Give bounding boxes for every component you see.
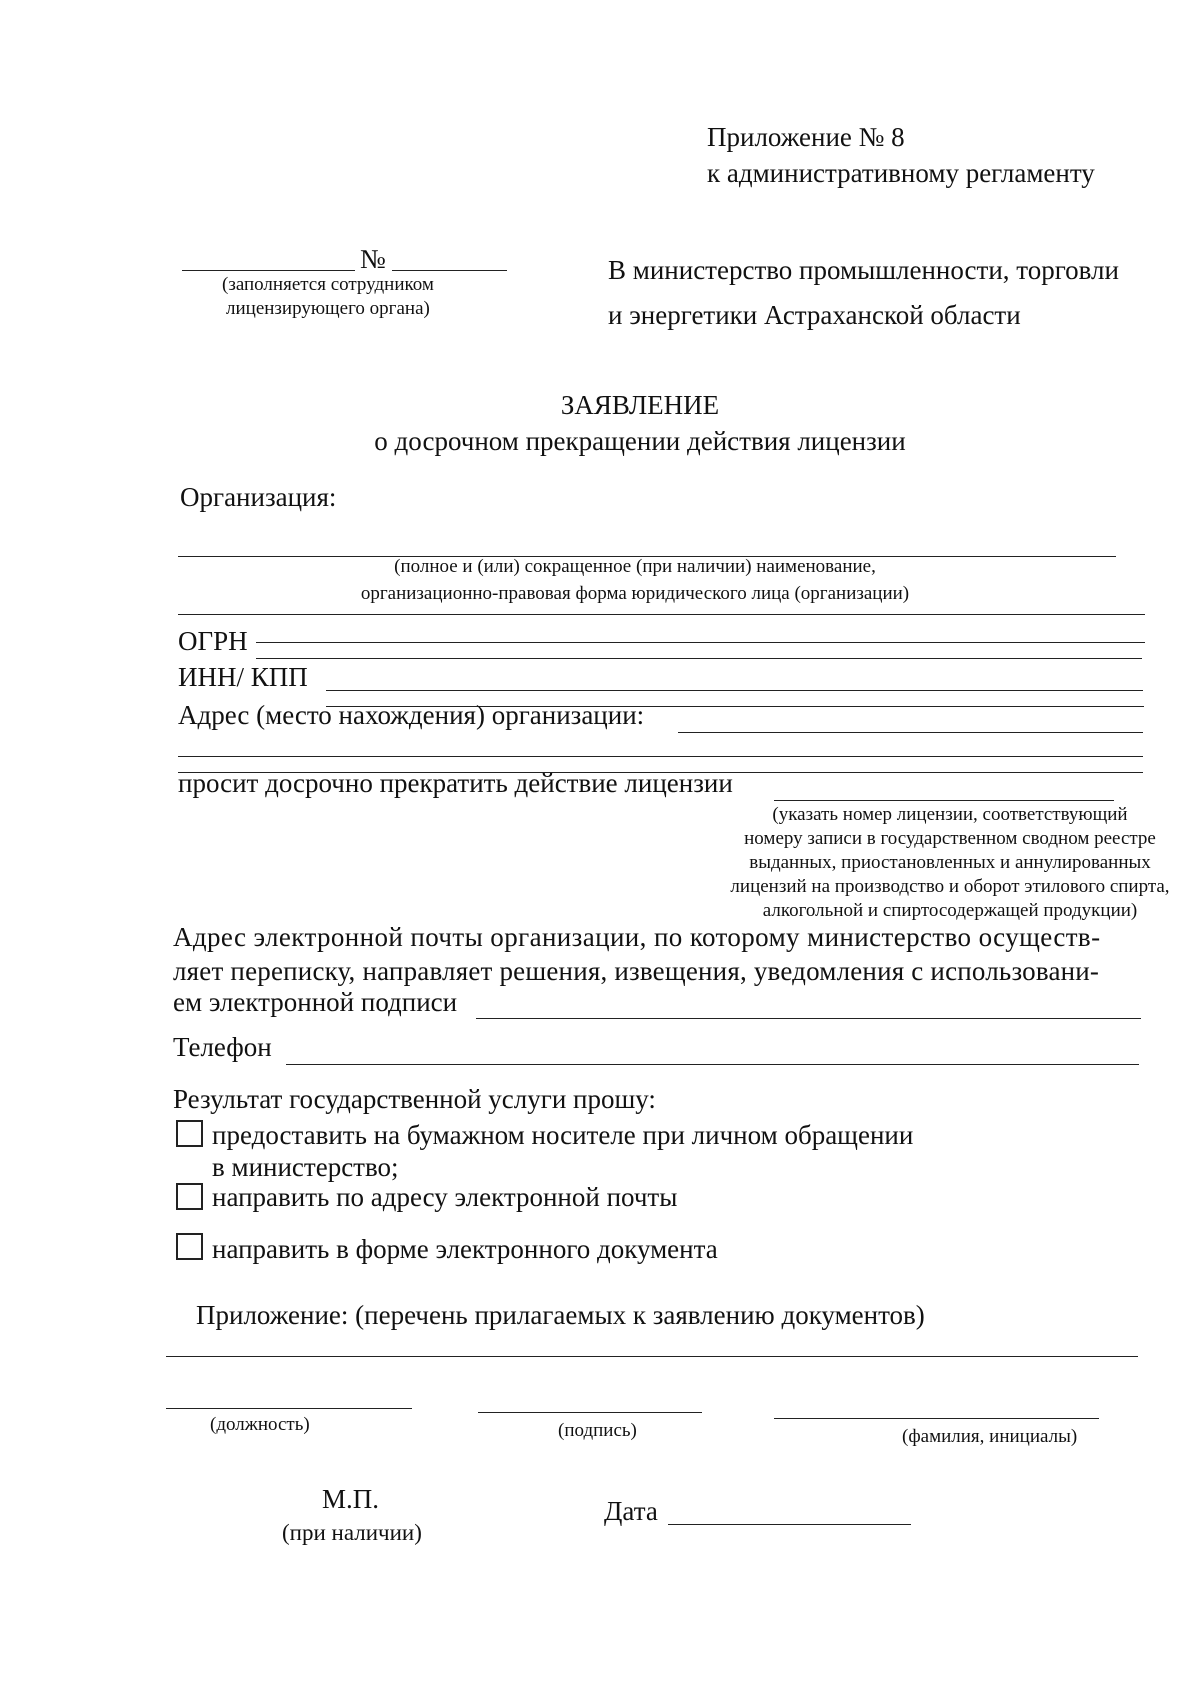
position-line[interactable] xyxy=(166,1408,412,1409)
email-text-line2: ляет переписку, направляет решения, извещения, уведомления с использовани- xyxy=(173,956,1100,986)
position-caption: (должность) xyxy=(210,1414,310,1435)
organization-extra-line[interactable] xyxy=(178,614,1145,615)
email-line[interactable] xyxy=(476,1018,1141,1019)
address-line-2[interactable] xyxy=(178,756,1143,757)
phone-line[interactable] xyxy=(286,1064,1139,1065)
addressee-line2: и энергетики Астраханской области xyxy=(608,300,1021,330)
inn-kpp-line[interactable] xyxy=(326,690,1143,691)
reg-number-line-left xyxy=(182,270,355,271)
ogrn-underline[interactable] xyxy=(256,658,1142,659)
result-label: Результат государственной услуги прошу: xyxy=(173,1084,656,1114)
reg-note-line1: (заполняется сотрудником xyxy=(222,274,434,295)
option-email-label: направить по адресу электронной почты xyxy=(212,1182,678,1212)
reg-number-line-right xyxy=(392,270,507,271)
date-label: Дата xyxy=(604,1496,658,1526)
license-hint-line5: алкогольной и спиртосодержащей продукции) xyxy=(762,900,1138,921)
date-line[interactable] xyxy=(668,1524,911,1525)
reg-note-line2: лицензирующего органа) xyxy=(226,298,430,319)
license-hint-line2: номеру записи в государственном сводном реестре xyxy=(744,828,1156,849)
option-paper-checkbox[interactable] xyxy=(176,1120,203,1147)
request-text: просит досрочно прекратить действие лицензии xyxy=(178,768,733,798)
license-hint-line4: лицензий на производство и оборот этилового спирта, xyxy=(730,876,1170,897)
option-paper-label-line2: в министерство; xyxy=(212,1152,399,1182)
reg-number-sign: № xyxy=(360,244,386,274)
stamp-label: М.П. xyxy=(322,1484,380,1514)
email-text-line1: Адрес электронной почты организации, по которому министерство осуществ- xyxy=(173,922,1101,952)
option-electronic-checkbox[interactable] xyxy=(176,1233,203,1260)
address-label: Адрес (место нахождения) организации: xyxy=(178,700,645,730)
attachments-label: Приложение: (перечень прилагаемых к заявлению документов) xyxy=(196,1300,925,1330)
name-caption: (фамилия, инициалы) xyxy=(902,1426,1078,1447)
ogrn-line[interactable] xyxy=(256,642,1145,643)
page-title: ЗАЯВЛЕНИЕ xyxy=(560,390,720,420)
organization-label: Организация: xyxy=(180,482,337,512)
appendix-subtitle: к административному регламенту xyxy=(707,158,1095,188)
inn-kpp-label: ИНН/ КПП xyxy=(178,662,308,692)
appendix-title: Приложение № 8 xyxy=(707,122,905,152)
option-email-checkbox[interactable] xyxy=(176,1183,203,1210)
signature-line[interactable] xyxy=(478,1412,702,1413)
organization-hint-line2: организационно-правовая форма юридического лица (организации) xyxy=(360,583,910,604)
license-hint-line1: (указать номер лицензии, соответствующий xyxy=(772,804,1128,825)
license-number-line[interactable] xyxy=(774,800,1114,801)
organization-hint-line1: (полное и (или) сокращенное (при наличии) наименование, xyxy=(394,556,876,577)
address-line[interactable] xyxy=(678,732,1143,733)
email-text-line3: ем электронной подписи xyxy=(173,987,458,1017)
page-subtitle: о досрочном прекращении действия лицензии xyxy=(374,426,906,456)
ogrn-label: ОГРН xyxy=(178,626,248,656)
option-paper-label-line1: предоставить на бумажном носителе при личном обращении xyxy=(212,1120,914,1150)
attachments-line[interactable] xyxy=(166,1356,1138,1357)
stamp-note: (при наличии) xyxy=(282,1520,422,1545)
signature-caption: (подпись) xyxy=(558,1420,637,1441)
license-hint-line3: выданных, приостановленных и аннулированных xyxy=(749,852,1151,873)
phone-label: Телефон xyxy=(173,1032,272,1062)
option-electronic-label: направить в форме электронного документа xyxy=(212,1234,718,1264)
addressee-line1: В министерство промышленности, торговли xyxy=(608,255,1119,285)
name-line[interactable] xyxy=(774,1418,1099,1419)
